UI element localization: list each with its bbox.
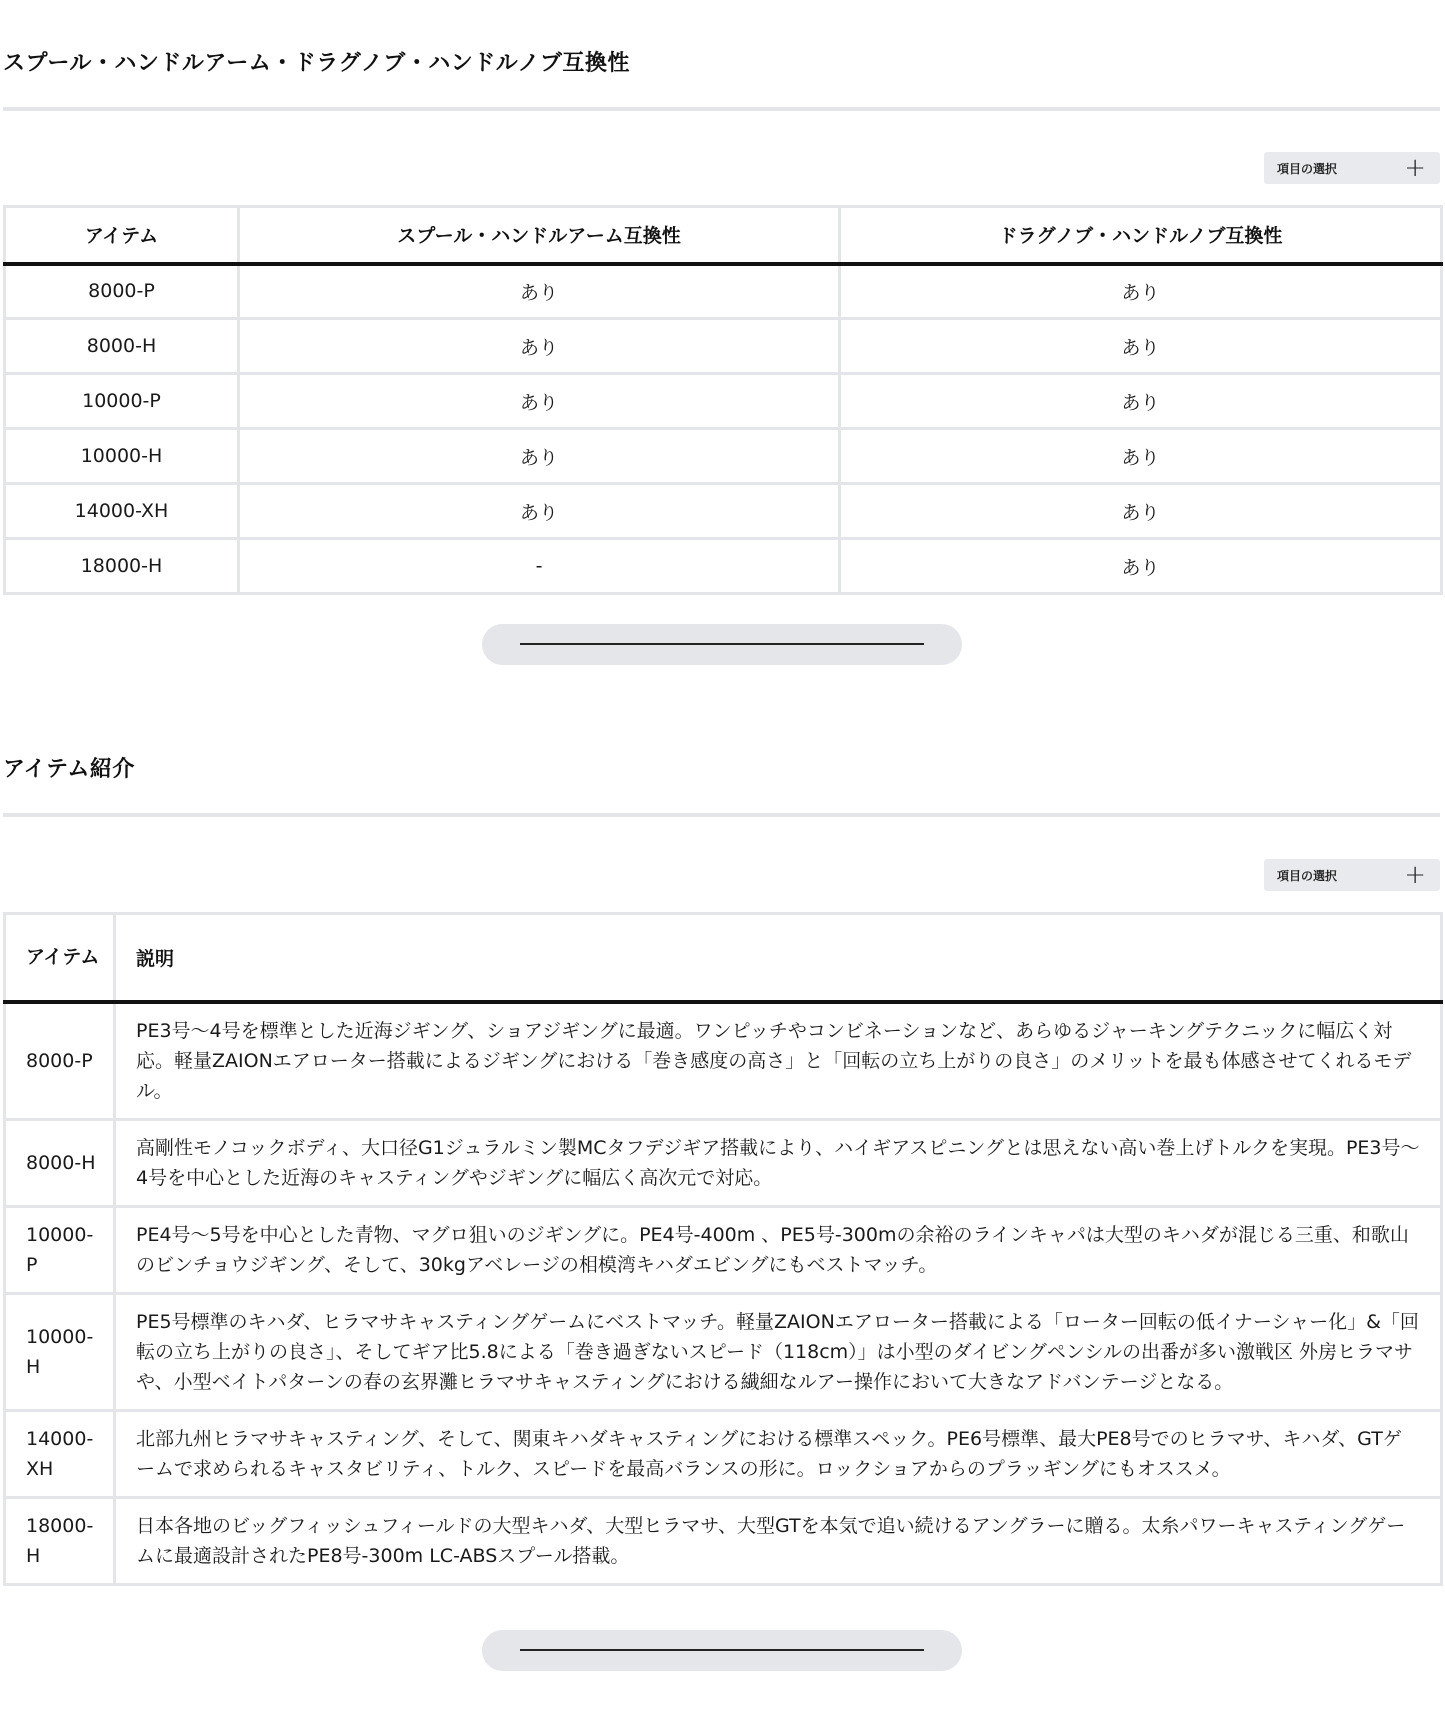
table-row <box>5 1293 1442 1410</box>
plus-icon: + <box>1404 153 1426 183</box>
table-row <box>5 1206 1442 1293</box>
cell-item: 10000-P <box>5 1206 115 1293</box>
cell-description: PE3号〜4号を標準とした近海ジギング、ショアジギングに最適。ワンピッチやコンビネーションなど、あらゆるジャーキングテクニックに幅広く対応。軽量ZAIONエアローター搭載によるジギングにおける「巻き感度の高さ」と「回転の立ち上がりの良さ」のメリットを最も体感させてくれるモデル。 <box>115 1002 1442 1120</box>
table-row <box>5 1002 1442 1120</box>
table-row <box>5 1497 1442 1584</box>
table-row <box>5 484 1442 539</box>
scrollbar-thumb[interactable] <box>520 1649 924 1651</box>
cell-item: 10000-H <box>5 429 239 484</box>
section-divider <box>3 813 1440 817</box>
compat-section-title: スプール・ハンドルアーム・ドラグノブ・ハンドルノブ互換性 <box>3 51 630 76</box>
header-drag-compat: ドラグノブ・ハンドルノブ互換性 <box>840 207 1442 264</box>
cell-description: 北部九州ヒラマサキャスティング、そして、関東キハダキャスティングにおける標準スペック。PE6号標準、最大PE8号でのヒラマサ、キハダ、GTゲームで求められるキャスタビリティ、トルク、スピードを最高バランスの形に。ロックショアからのプラッギングにもオススメ。 <box>115 1410 1442 1497</box>
cell-spool: あり <box>239 319 840 374</box>
table-row <box>5 539 1442 594</box>
cell-drag: あり <box>840 374 1442 429</box>
cell-item: 18000-H <box>5 1497 115 1584</box>
compat-table <box>3 205 1443 595</box>
cell-description: PE5号標準のキハダ、ヒラマサキャスティングゲームにベストマッチ。軽量ZAIONエアローター搭載による「ローター回転の低イナーシャー化」&「回転の立ち上がりの良さ」、そしてギア比5.8による「巻き過ぎないスピード（118cm）」は小型のダイビングペンシルの出番が多い激戦区 外房ヒラマサや、小型ベイトパターンの春の玄界灘ヒラマサキャスティングにおける繊細なルアー操作において大きなアドバンテージとなる。 <box>115 1293 1442 1410</box>
cell-spool: あり <box>239 264 840 319</box>
table-row <box>5 264 1442 319</box>
cell-spool: あり <box>239 429 840 484</box>
cell-description: 日本各地のビッグフィッシュフィールドの大型キハダ、大型ヒラマサ、大型GTを本気で追い続けるアングラーに贈る。太糸パワーキャスティングゲームに最適設計されたPE8号-300m LC-ABSスプール搭載。 <box>115 1497 1442 1584</box>
intro-section-title: アイテム紹介 <box>3 757 135 782</box>
header-description: 説明 <box>115 914 1442 1002</box>
horizontal-scrollbar[interactable] <box>482 624 962 665</box>
cell-drag: あり <box>840 539 1442 594</box>
column-select-button[interactable] <box>1264 152 1440 184</box>
table-row <box>5 1410 1442 1497</box>
cell-description: PE4号〜5号を中心とした青物、マグロ狙いのジギングに。PE4号-400m 、PE5号-300mの余裕のラインキャパは大型のキハダが混じる三重、和歌山のビンチョウジギング、そして、30kgアベレージの相模湾キハダエビングにもベストマッチ。 <box>115 1206 1442 1293</box>
cell-item: 8000-H <box>5 319 239 374</box>
cell-spool: あり <box>239 374 840 429</box>
table-row <box>5 319 1442 374</box>
intro-table <box>3 912 1443 1586</box>
cell-drag: あり <box>840 429 1442 484</box>
section-divider <box>3 107 1440 111</box>
table-row <box>5 1119 1442 1206</box>
column-select-label: 項目の選択 <box>1277 868 1338 883</box>
header-item: アイテム <box>5 207 239 264</box>
cell-item: 10000-H <box>5 1293 115 1410</box>
cell-item: 8000-P <box>5 264 239 319</box>
table-row <box>5 429 1442 484</box>
cell-item: 18000-H <box>5 539 239 594</box>
cell-description: 高剛性モノコックボディ、大口径G1ジュラルミン製MCタフデジギア搭載により、ハイギアスピニングとは思えない高い巻上げトルクを実現。PE3号〜4号を中心とした近海のキャスティングやジギングに幅広く高次元で対応。 <box>115 1119 1442 1206</box>
cell-spool: あり <box>239 484 840 539</box>
table-row <box>5 374 1442 429</box>
header-item: アイテム <box>5 914 115 1002</box>
scrollbar-thumb[interactable] <box>520 643 924 645</box>
header-spool-compat: スプール・ハンドルアーム互換性 <box>239 207 840 264</box>
cell-drag: あり <box>840 264 1442 319</box>
column-select-button[interactable] <box>1264 859 1440 891</box>
cell-item: 14000-XH <box>5 1410 115 1497</box>
cell-drag: あり <box>840 319 1442 374</box>
horizontal-scrollbar[interactable] <box>482 1630 962 1671</box>
plus-icon: + <box>1404 860 1426 890</box>
cell-item: 8000-P <box>5 1002 115 1120</box>
cell-item: 10000-P <box>5 374 239 429</box>
cell-item: 14000-XH <box>5 484 239 539</box>
cell-item: 8000-H <box>5 1119 115 1206</box>
cell-spool: - <box>239 539 840 594</box>
cell-drag: あり <box>840 484 1442 539</box>
column-select-label: 項目の選択 <box>1277 161 1338 176</box>
